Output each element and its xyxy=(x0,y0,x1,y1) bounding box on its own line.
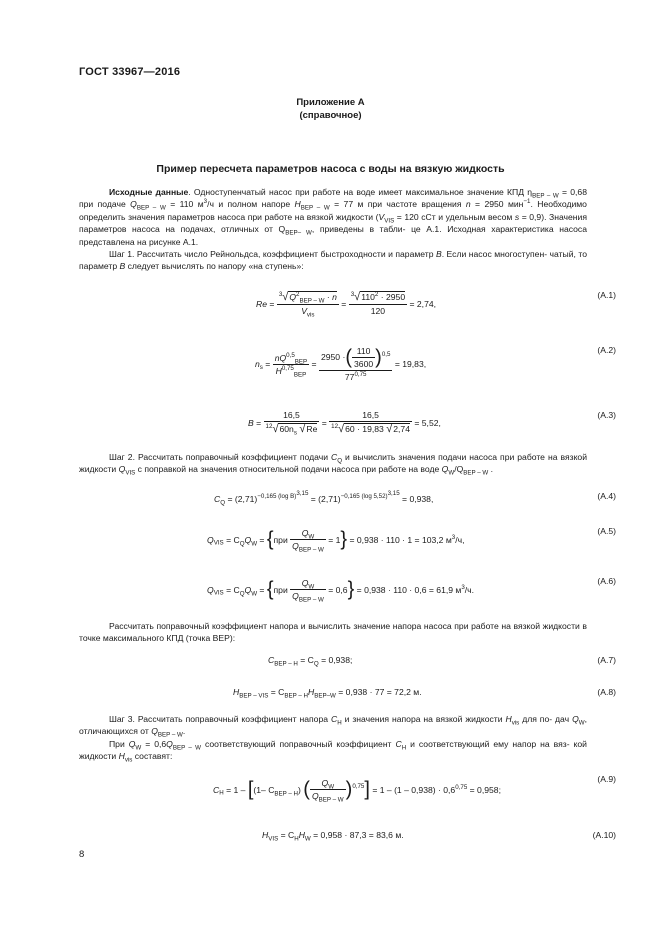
formula-a10: $H_{VIS} = C_HH_W = 0,958 \cdot 87,3 = 83,6$ м. xyxy=(262,830,404,843)
section-title: Пример пересчета параметров насоса с воды на вязкую жидкость xyxy=(156,163,505,175)
paragraph-step-3-condition: При $Q_W = 0,6Q_{BEP - W}$ соответствующий поправочный коэффициент $C_H$ и соответствующий ему напор на вяз- кой жидкости $H_{vis}$ составят: xyxy=(79,739,587,765)
formula-number-a5: (A.5) xyxy=(597,526,616,536)
formula-a7: $C_{BEP - H} = C_Q = 0,938$; xyxy=(268,655,353,668)
formula-number-a2: (A.2) xyxy=(597,345,616,355)
document-id: ГОСТ 33967—2016 xyxy=(79,66,181,78)
paragraph-step-3: Шаг 3. Рассчитать поправочный коэффициент напора $C_H$ и значения напора на вязкой жидкости $H_{vis}$ для по- дач $Q_W$, отличающихся от $Q_{BEP - W}$. xyxy=(79,714,587,740)
formula-a8: $H_{BEP - VIS} = C_{BEP - H}H_{BEP-W} = 0,938 \cdot 77 = 72,2$ м. xyxy=(233,687,422,700)
paragraph-step-2: Шаг 2. Рассчитать поправочный коэффициент подачи $C_Q$ и вычислить значения подачи насоса при работе на вязкой жидкости $Q_{VIS}$ с поправкой на значения относительной подачи насоса при работе на воде $Q_W/Q_{BEP - W}$ . xyxy=(79,452,588,478)
paragraph-head-correction: Рассчитать поправочный коэффициент напора и вычислить значение напора насоса при работе на вязкой жидкости в точке максимального КПД (точка BEP): xyxy=(79,621,588,644)
formula-a6: $Q_{VIS} = C_QQ_W = \{при$ $\frac{Q_W}{Q_{BEP - W}}$ = 0,6} = 0,938 · 110 · 0,6 = 61,9 $м^3/ч$. xyxy=(207,578,475,604)
formula-a9: $C_H = 1 - [(1-$ $C_{BEP - H}$) ( $\frac{Q_W}{Q_{BEP - W}}$ )$^{0,75}] = 1 - (1 - 0,938) \cdot 0,6^{0,75} = 0,958$; xyxy=(213,778,501,804)
formula-a3: B = $\frac{16,5}{^{12}√60n_s √Re}$ = $\frac{16,5}{^{12}√60 \cdot 19,83 √2,74}$ = 5,52, xyxy=(248,410,441,437)
formula-number-a6: (A.6) xyxy=(597,576,616,586)
formula-a5: $Q_{VIS} = C_QQ_W = \{при$ $\frac{Q_W}{Q_{BEP - W}}$ = 1} = 0,938 · 110 · 1 = 103,2 $м^3/ч$, xyxy=(207,528,465,554)
formula-number-a1: (A.1) xyxy=(597,290,616,300)
paragraph-step-1: Шаг 1. Рассчитать число Рейнольдса, коэффициент быстроходности и параметр B. Если насос многоступен- чатый, то параметр B следует вычислять по напору «на ступень»: xyxy=(79,249,588,272)
formula-a4: $C_Q = (2,71)^{-0,165 (log B)^{3,15}} = (2,71)^{-0,165 (log 5,52)^{3,15}} = 0,938$, xyxy=(214,490,434,507)
formula-a2: $n_s$ = $\frac{nQ^{0,5}_{BEP}}{H^{0,75}_{BEP}}$ = 2950 ·( $\frac{110}{3600}$ )$^{0,5}$ 77$^{0,75}$ = 19,83, xyxy=(255,346,427,382)
paragraph-initial-data: Исходные данные. Одноступенчатый насос при работе на воде имеет максимальное значение КПД $\eta_{BEP - W} = 0,68$ при подаче $Q_{BEP - W} = 110$ $м^3/ч$ и полном напоре $H_{BEP - W} = 77$ м при частоте вращения n = 2950 мин$^{-1}$. Необходимо определить значения параметров насоса при работе на вязкой жидкости ($V_{VIS} = 120$ сСт и удельным весом s = 0,9). Значения параметров насоса на подачах, отличных от $Q_{BEP- W}$, приведены в табли- це А.1. Исходная характеристика насоса представлена на рисунке А.1. xyxy=(79,187,587,247)
formula-number-a8: (A.8) xyxy=(597,687,616,697)
formula-number-a3: (A.3) xyxy=(597,410,616,420)
formula-number-a9: (A.9) xyxy=(597,774,616,784)
formula-number-a4: (A.4) xyxy=(597,491,616,501)
page-number: 8 xyxy=(79,849,85,860)
formula-number-a10: (A.10) xyxy=(592,830,616,840)
formula-a1: Re = $\frac{^3√Q^2_{BEP - W} \cdot n}{V_{vis}}$ = $\frac{^3√110^2 \cdot 2950}{120}$ = 2,74, xyxy=(256,291,437,319)
formula-number-a7: (A.7) xyxy=(597,655,616,665)
appendix-subtitle: (справочное) xyxy=(299,110,362,121)
lead-term: Исходные данные xyxy=(109,187,189,197)
appendix-title: Приложение А xyxy=(296,97,365,108)
